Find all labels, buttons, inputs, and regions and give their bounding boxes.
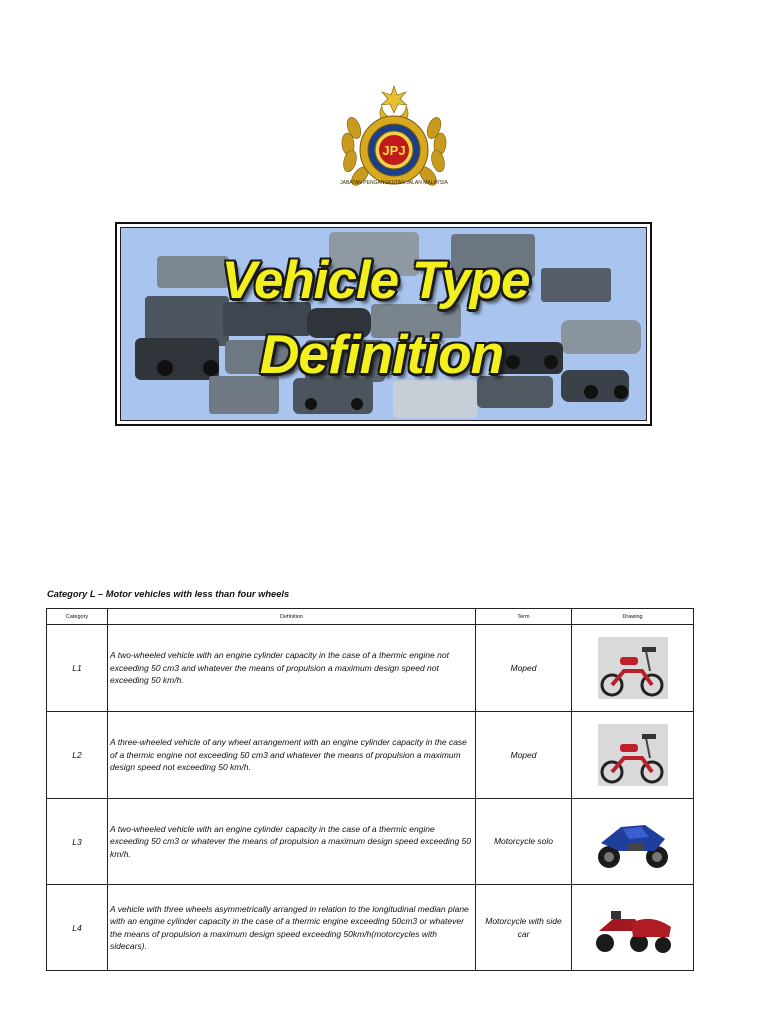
row-category: L1: [47, 625, 108, 712]
row-term: Moped: [476, 712, 572, 799]
row-category: L3: [47, 799, 108, 885]
header-category: Category: [47, 609, 108, 625]
moped-photo: [598, 637, 668, 699]
row-category: L2: [47, 712, 108, 799]
table-header-row: [47, 609, 694, 625]
row-drawing: [572, 885, 694, 971]
header-definition: Definition: [108, 609, 476, 625]
row-term: Moped: [476, 625, 572, 712]
row-definition: A three-wheeled vehicle of any wheel arrangement with an engine cylinder capacity in the case of a thermic engine not exceeding 50 cm3 and whatever the means of propulsion a maximum design speed not exceeding 50 km/h.: [108, 712, 476, 799]
vehicle-category-table: [46, 608, 694, 971]
row-category: L4: [47, 885, 108, 971]
header-drawing: Drawing: [572, 609, 694, 625]
table-row: [47, 712, 694, 799]
row-term: Motorcycle with side car: [476, 885, 572, 971]
row-drawing: [572, 625, 694, 712]
jpj-emblem-logo: [336, 84, 452, 198]
table-row: [47, 885, 694, 971]
row-drawing: [572, 799, 694, 885]
row-definition: A vehicle with three wheels asymmetrically arranged in relation to the longitudinal median plane with an engine cylinder capacity in the case of a thermic engine exceeding 50cm3 or whatever the means of propulsion a maximum design speed exceeding 50km/h(motorcycles with sidecars).: [108, 885, 476, 971]
section-title: Category L – Motor vehicles with less than four wheels: [47, 589, 290, 599]
row-drawing: [572, 712, 694, 799]
banner-title-line2: Definition: [259, 323, 504, 385]
row-definition: A two-wheeled vehicle with an engine cylinder capacity in the case of a thermic engine not exceeding 50 cm3 and whatever the means of propulsion a maximum design speed not exceeding 50 km/h.: [108, 625, 476, 712]
sidecar-motorcycle-photo: [591, 899, 675, 957]
moped-photo: [598, 724, 668, 786]
header-term: Term: [476, 609, 572, 625]
vehicle-type-banner: [115, 222, 652, 426]
table-row: [47, 625, 694, 712]
sport-motorcycle-photo: [593, 813, 673, 871]
emblem-ring-text: JABATAN PENGANGKUTAN JALAN MALAYSIA: [340, 180, 448, 186]
emblem-monogram: JPJ: [382, 143, 406, 158]
row-term: Motorcycle solo: [476, 799, 572, 885]
row-definition: A two-wheeled vehicle with an engine cylinder capacity in the case of a thermic engine exceeding 50 cm3 or whatever the means of propulsion a maximum design speed exceeding 50 km/h.: [108, 799, 476, 885]
banner-title-line1: Vehicle Type: [221, 251, 530, 310]
table-row: [47, 799, 694, 885]
